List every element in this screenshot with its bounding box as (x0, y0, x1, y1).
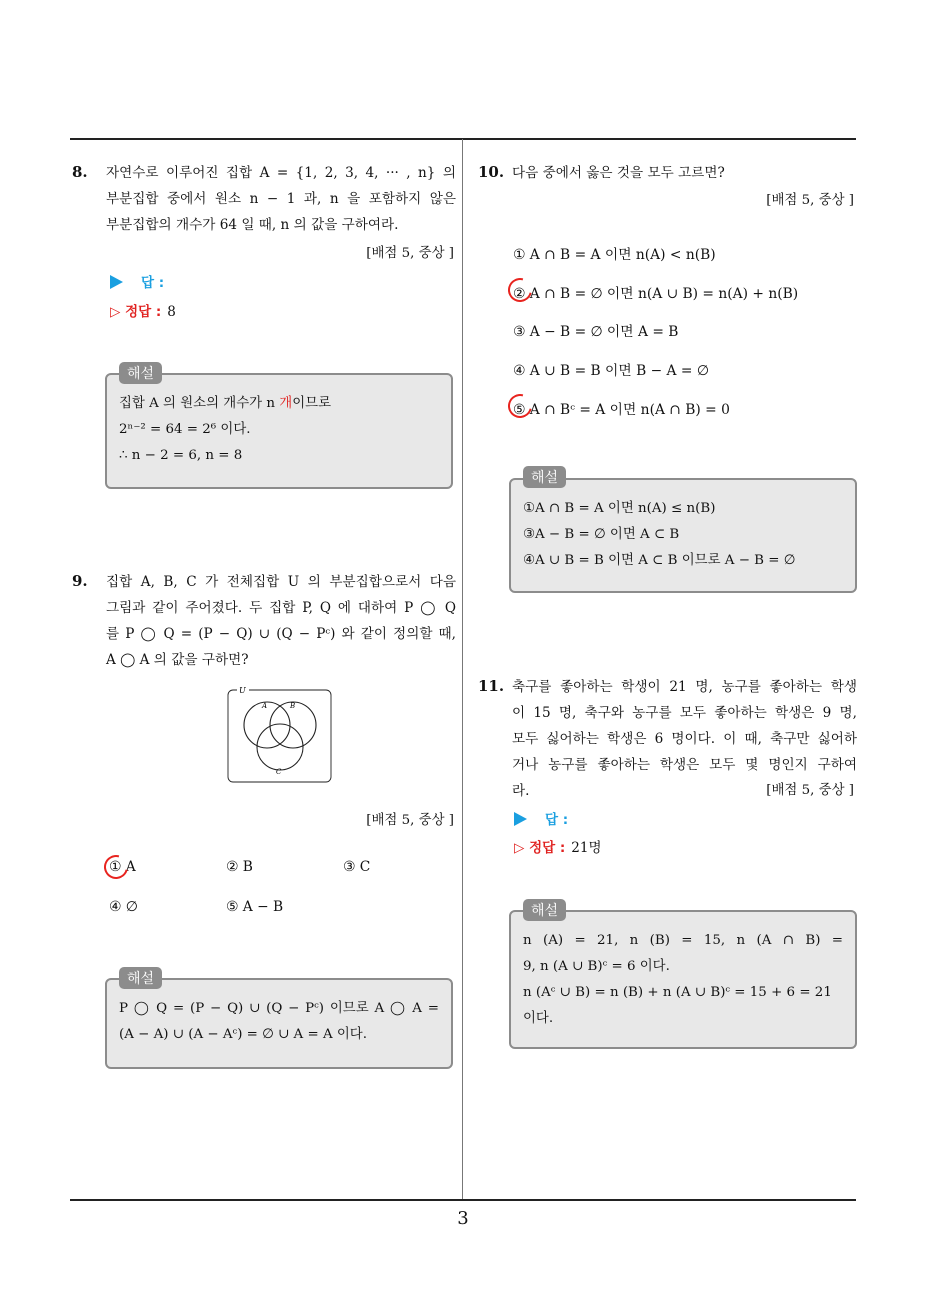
q10-option-4[interactable]: ④ A ∪ B = B 이면 B − A = ∅ (513, 363, 709, 379)
q9-line: 집합 A, B, C 가 전체집합 U 의 부분집합으로서 다음 (106, 574, 456, 590)
q9-text (106, 569, 456, 673)
q11-line: 이 15 명, 축구와 농구를 모두 좋아하는 학생은 9 명, (512, 705, 857, 721)
q9-points: [배점 5, 중상 ] (366, 813, 454, 828)
q11-points: [배점 5, 중상 ] (766, 783, 854, 798)
q10-option-2[interactable]: ② A ∩ B = ∅ 이면 n(A ∪ B) = n(A) + n(B) (513, 286, 799, 302)
q10-text: 다음 중에서 옳은 것을 모두 고르면? (512, 165, 725, 181)
q9-line: 그림과 같이 주어졌다. 두 집합 P, Q 에 대하여 P ◯ Q (106, 600, 456, 616)
q8-answer-label: 답 : (141, 275, 165, 291)
q9-solution-line: (A − A) ∪ (A − Aᶜ) = ∅ ∪ A = A 이다. (119, 1027, 367, 1042)
q9-option-1[interactable]: ① A (109, 859, 136, 875)
q9-solution-box (105, 978, 453, 1069)
q11-line: 거나 농구를 좋아하는 학생은 모두 몇 명인지 구하여 (512, 757, 857, 773)
q11-number: 11. (478, 677, 505, 695)
q11-line: 라. (512, 783, 530, 799)
venn-diagram (227, 686, 333, 784)
q9-option-3[interactable]: ③ C (343, 859, 371, 875)
q10-solution-tag: 해설 (523, 466, 566, 488)
q8-correct-label: ▷ 정답 : (110, 304, 162, 320)
bottom-rule (70, 1199, 856, 1201)
q8-solution-box (105, 373, 453, 489)
q9-option-2[interactable]: ② B (226, 859, 253, 875)
top-rule (70, 138, 856, 140)
q11-solution-line: n (Aᶜ ∪ B) = n (B) + n (A ∪ B)ᶜ = 15 + 6 = 21 (523, 985, 832, 1000)
q10-solution-box (509, 478, 857, 593)
play-icon (514, 812, 527, 826)
q9-option-5[interactable]: ⑤ A − B (226, 899, 284, 915)
venn-label-a: A (262, 702, 268, 710)
q9-line: 를 P ◯ Q = (P − Q) ∪ (Q − Pᶜ) 와 같이 정의할 때, (106, 626, 456, 642)
q8-number: 8. (72, 163, 88, 181)
q11-solution-line: 9, n (A ∪ B)ᶜ = 6 이다. (523, 959, 670, 974)
q10-number: 10. (478, 163, 505, 181)
q8-points: [배점 5, 중상 ] (366, 246, 454, 261)
q11-solution-box (509, 910, 857, 1049)
q8-correct-row (110, 300, 176, 320)
q10-option-5[interactable]: ⑤ A ∩ Bᶜ = A 이면 n(A ∩ B) = 0 (513, 402, 730, 418)
q11-correct-value: 21명 (571, 840, 602, 856)
q8-solution-tag: 해설 (119, 362, 162, 384)
q8-text (106, 160, 456, 238)
q11-solution-tag: 해설 (523, 899, 566, 921)
q10-solution-line: ③A − B = ∅ 이면 A ⊂ B (523, 527, 680, 542)
page-number: 3 (457, 1208, 469, 1229)
q8-correct-value: 8 (167, 304, 176, 320)
q11-answer-label: 답 : (545, 812, 569, 828)
venn-label-b: B (290, 702, 296, 710)
q10-solution-line: ①A ∩ B = A 이면 n(A) ≤ n(B) (523, 501, 716, 516)
q8-answer-row (110, 271, 164, 291)
play-icon (110, 275, 123, 289)
q10-option-3[interactable]: ③ A − B = ∅ 이면 A = B (513, 324, 679, 340)
q10-points: [배점 5, 중상 ] (766, 193, 854, 208)
q11-solution-line: n (A) = 21, n (B) = 15, n (A ∩ B) = (523, 933, 843, 948)
column-divider (462, 139, 463, 1201)
q11-correct-label: ▷ 정답 : (514, 840, 566, 856)
q10-option-1[interactable]: ① A ∩ B = A 이면 n(A) < n(B) (513, 247, 716, 263)
q8-line: 부분집합 중에서 원소 n − 1 과, n 을 포함하지 않은 (106, 191, 456, 207)
q11-correct-row (514, 836, 602, 856)
venn-label-u: U (239, 686, 246, 695)
q9-line: A ◯ A 의 값을 구하면? (106, 652, 249, 668)
q9-solution-tag: 해설 (119, 967, 162, 989)
q11-line: 모두 싫어하는 학생은 6 명이다. 이 때, 축구만 싫어하 (512, 731, 857, 747)
q11-line: 축구를 좋아하는 학생이 21 명, 농구를 좋아하는 학생 (512, 679, 857, 695)
q11-solution-line: 이다. (523, 1011, 554, 1026)
q10-solution-line: ④A ∪ B = B 이면 A ⊂ B 이므로 A − B = ∅ (523, 553, 796, 568)
q8-line: 부분집합의 개수가 64 일 때, n 의 값을 구하여라. (106, 217, 399, 233)
q9-option-1-mark (100, 851, 133, 884)
q8-line: 자연수로 이루어진 집합 A = {1, 2, 3, 4, ··· , n} 의 (106, 165, 456, 181)
q11-answer-row (514, 808, 568, 828)
q9-number: 9. (72, 572, 88, 590)
venn-label-c: C (276, 768, 282, 776)
q8-solution-line: 2ⁿ⁻² = 64 = 2⁶ 이다. (119, 422, 251, 437)
q8-solution-line: 집합 A 의 원소의 개수가 n 개이므로 (119, 396, 332, 411)
q9-option-4[interactable]: ④ ∅ (109, 899, 138, 915)
q8-solution-line: ∴ n − 2 = 6, n = 8 (119, 448, 243, 463)
q9-solution-line: P ◯ Q = (P − Q) ∪ (Q − Pᶜ) 이므로 A ◯ A = (119, 1001, 439, 1016)
